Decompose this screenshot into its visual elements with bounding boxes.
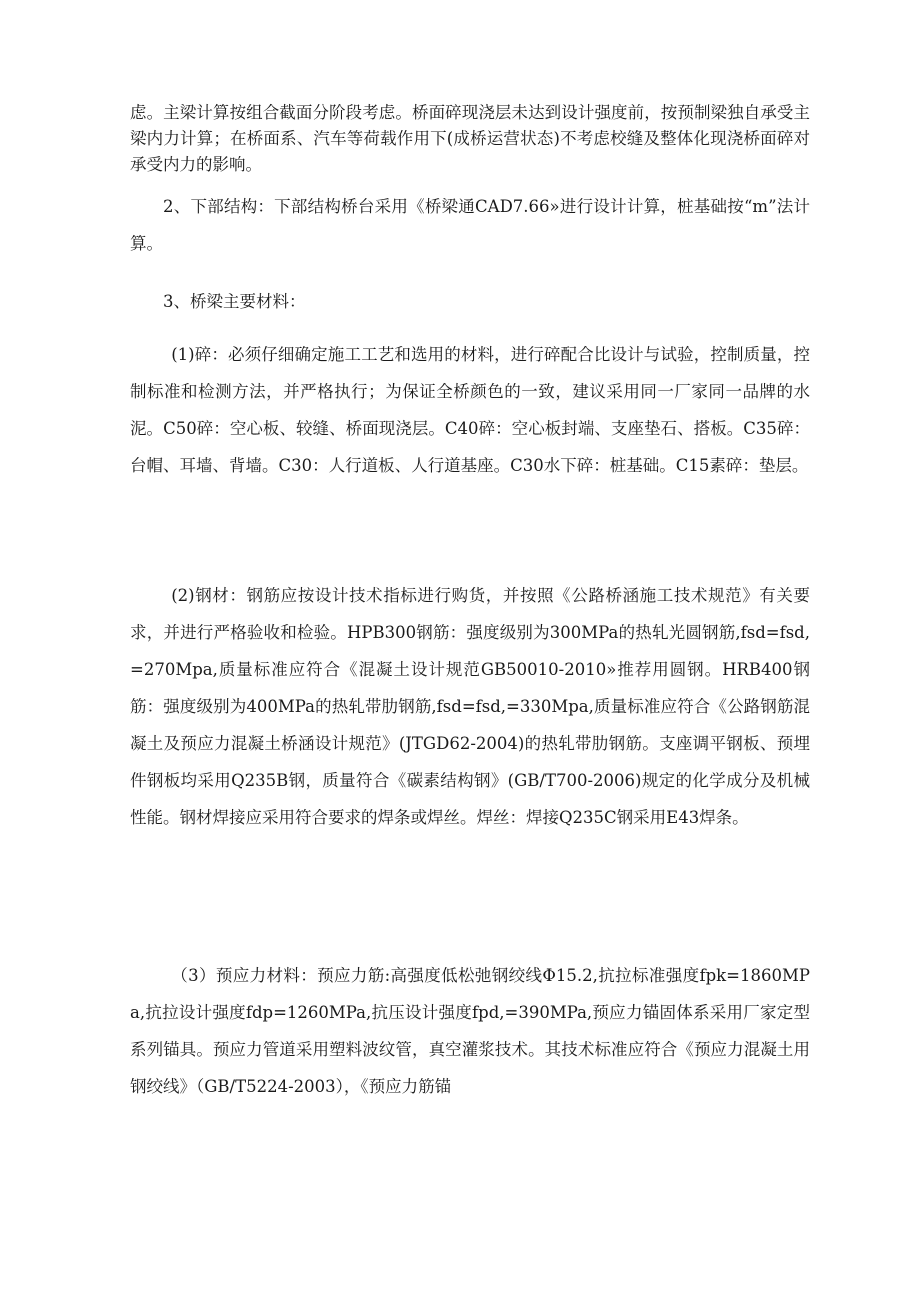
paragraph-substructure: 2、下部结构：下部结构桥台采用《桥梁通CAD7.66»进行设计计算，桩基础按“m”法计算。 xyxy=(130,197,810,253)
paragraph-girder-calculation: 虑。主梁计算按组合截面分阶段考虑。桥面碎现浇层未达到设计强度前，按预制梁独自承受主梁内力计算；在桥面系、汽车等荷载作用下(成桥运营状态)不考虑校缝及整体化现浇桥面碎对承受内力的影响。 xyxy=(130,103,810,174)
paragraph-prestress: （3）预应力材料：预应力筋:高强度低松弛钢绞线Φ15.2,抗拉标准强度fpk=1860MPa,抗拉设计强度fdp=1260MPa,抗压设计强度fpd,=390MPa,预应力锚固体系采用厂家定型系列锚具。预应力管道采用塑料波纹管，真空灌浆技术。其技术标准应符合《预应力混凝土用钢绞线》（GB/T5224-2003），《预应力筋锚 xyxy=(130,966,810,1096)
paragraph-materials-heading: 3、桥梁主要材料： xyxy=(163,292,306,311)
paragraph-steel: (2)钢材：钢筋应按设计技术指标进行购货，并按照《公路桥涵施工技术规范》有关要求，并进行严格验收和检验。HPB300钢筋：强度级别为300MPa的热轧光圆钢筋,fsd=fsd,=270Mpa,质量标准应符合《混凝土设计规范GB50010-2010»推荐用圆钢。HRB400钢筋：强度级别为400MPa的热轧带肋钢筋,fsd=fsd,=330Mpa,质量标准应符合《公路钢筋混凝土及预应力混凝土桥涵设计规范》(JTGD62-2004)的热轧带肋钢筋。支座调平钢板、预埋件钢板均采用Q235B钢，质量符合《碳素结构钢》(GB/T700-2006)规定的化学成分及机械性能。钢材焊接应采用符合要求的焊条或焊丝。焊丝：焊接Q235C钢采用E43焊条。 xyxy=(130,586,810,827)
paragraph-concrete: (1)碎：必须仔细确定施工工艺和选用的材料，进行碎配合比设计与试验，控制质量，控制标准和检测方法，并严格执行；为保证全桥颜色的一致，建议采用同一厂家同一品牌的水泥。C50碎：空心板、较缝、桥面现浇层。C40碎：空心板封端、支座垫石、搭板。C35碎：台帽、耳墙、背墙。C30：人行道板、人行道基座。C30水下碎：桩基础。C15素碎：垫层。 xyxy=(130,345,810,475)
